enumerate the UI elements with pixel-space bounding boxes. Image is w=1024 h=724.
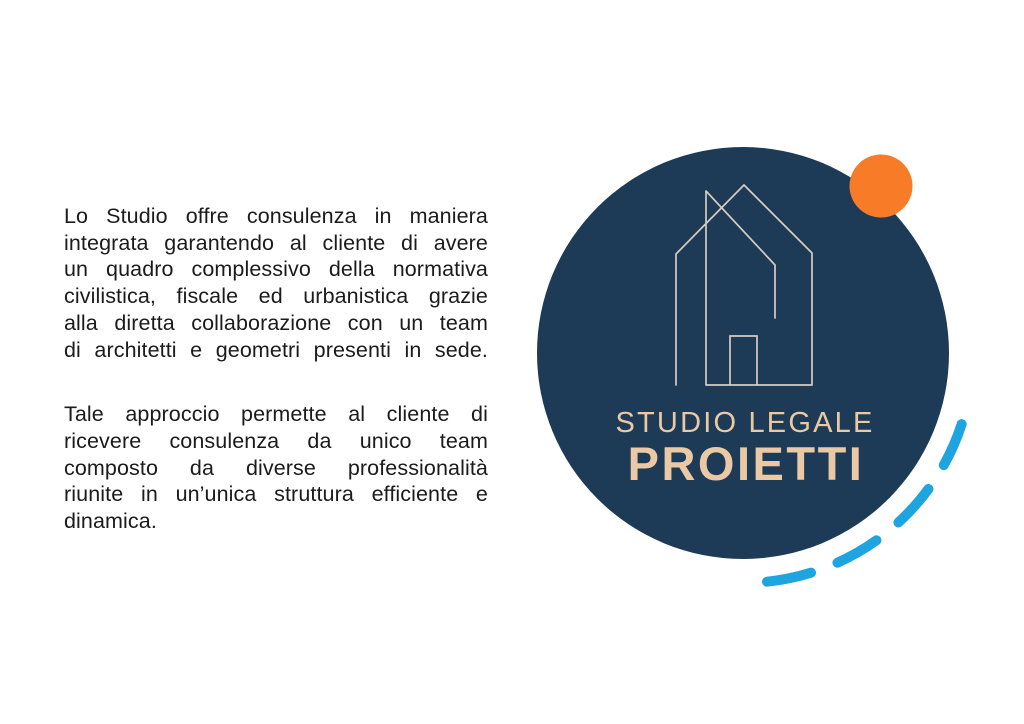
text-line: un quadro complessivo della normativa (64, 257, 488, 282)
text-line: civilistica, fiscale ed urbanistica grazie (64, 284, 488, 309)
text-line: Tale approccio permette al cliente di (64, 402, 488, 427)
text-line: integrata garantendo al cliente di avere (64, 230, 488, 255)
orange-accent-dot (850, 155, 913, 218)
text-line: riunite in un’unica struttura efficiente e (64, 482, 488, 507)
text-line: dinamica. (64, 509, 157, 534)
logo-firm-type: STUDIO LEGALE (615, 407, 875, 439)
text-line: ricevere consulenza da unico team (64, 428, 488, 453)
logo-firm-name: PROIETTI (627, 437, 865, 490)
text-line: di architetti e geometri presenti in sede. (64, 337, 488, 362)
text-line: Lo Studio offre consulenza in maniera (64, 204, 488, 228)
text-line: alla diretta collaborazione con un team (64, 310, 488, 335)
text-line: composto da diverse professionalità (64, 455, 488, 480)
